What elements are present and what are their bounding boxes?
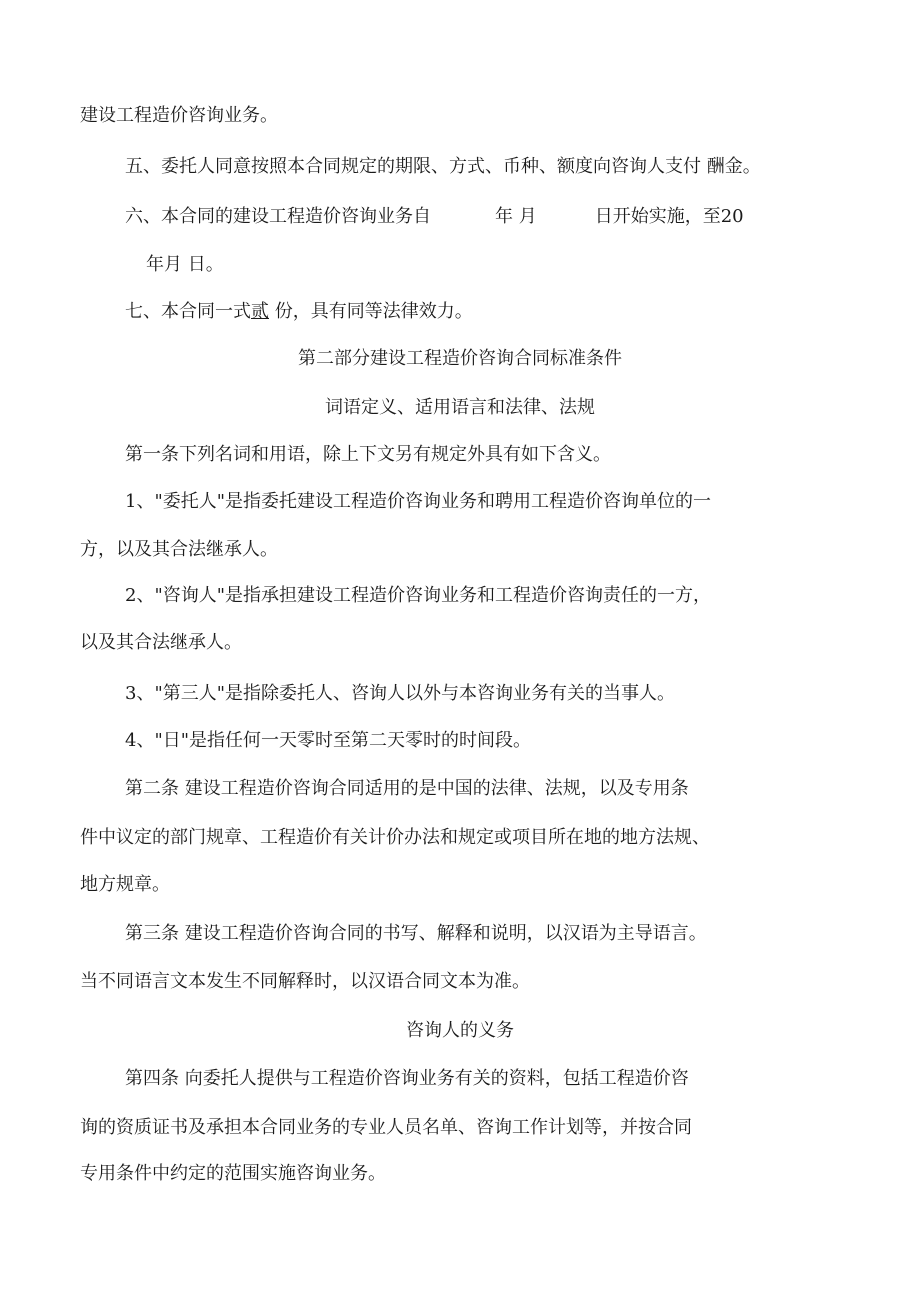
- definition-three: 3、"第三人"是指除委托人、咨询人以外与本咨询业务有关的当事人。: [125, 683, 676, 704]
- paragraph-line: 建设工程造价咨询业务。: [80, 105, 278, 126]
- clause-six: [125, 205, 744, 229]
- clause-six-text: 六、本合同的建设工程造价咨询业务自: [125, 206, 431, 227]
- paragraph-line: 以及其合法继承人。: [80, 632, 242, 653]
- clause-seven-end: 份，具有同等法律效力。: [269, 301, 473, 322]
- article-two: 第二条 建设工程造价咨询合同适用的是中国的法律、法规，以及专用条: [125, 778, 689, 799]
- article-four: 第四条 向委托人提供与工程造价咨询业务有关的资料，包括工程造价咨: [125, 1068, 689, 1089]
- definition-two: 2、"咨询人"是指承担建设工程造价咨询业务和工程造价咨询责任的一方，: [125, 585, 712, 606]
- clause-seven-text: 七、本合同一式: [125, 301, 251, 322]
- subsection-heading: 词语定义、适用语言和法律、法规: [325, 397, 595, 418]
- article-three: 第三条 建设工程造价咨询合同的书写、解释和说明，以汉语为主导语言。: [125, 923, 707, 944]
- article-one: 第一条下列名词和用语，除上下文另有规定外具有如下含义。: [125, 444, 611, 465]
- section-heading: 咨询人的义务: [406, 1020, 514, 1041]
- section-heading: 第二部分建设工程造价咨询合同标准条件: [298, 348, 622, 369]
- clause-six-date: 年月 日。: [146, 254, 224, 275]
- definition-one: 1、"委托人"是指委托建设工程造价咨询业务和聘用工程造价咨询单位的一: [125, 491, 712, 512]
- clause-five: 五、委托人同意按照本合同规定的期限、方式、币种、额度向咨询人支付 酬金。: [125, 156, 761, 177]
- clause-six-end: 日开始实施，至20: [594, 206, 744, 227]
- paragraph-line: 地方规章。: [80, 874, 170, 895]
- paragraph-line: 方，以及其合法继承人。: [80, 539, 278, 560]
- paragraph-line: 询的资质证书及承担本合同业务的专业人员名单、咨询工作计划等，并按合同: [80, 1117, 692, 1138]
- paragraph-line: 当不同语言文本发生不同解释时，以汉语合同文本为准。: [80, 971, 530, 992]
- paragraph-line: 专用条件中约定的范围实施咨询业务。: [80, 1163, 386, 1184]
- clause-seven: [125, 300, 473, 324]
- clause-six-month: 年 月: [495, 206, 537, 227]
- definition-four: 4、"日"是指任何一天零时至第二天零时的时间段。: [125, 730, 532, 751]
- paragraph-line: 件中议定的部门规章、工程造价有关计价办法和规定或项目所在地的地方法规、: [80, 827, 710, 848]
- copies-count: 贰: [251, 301, 269, 322]
